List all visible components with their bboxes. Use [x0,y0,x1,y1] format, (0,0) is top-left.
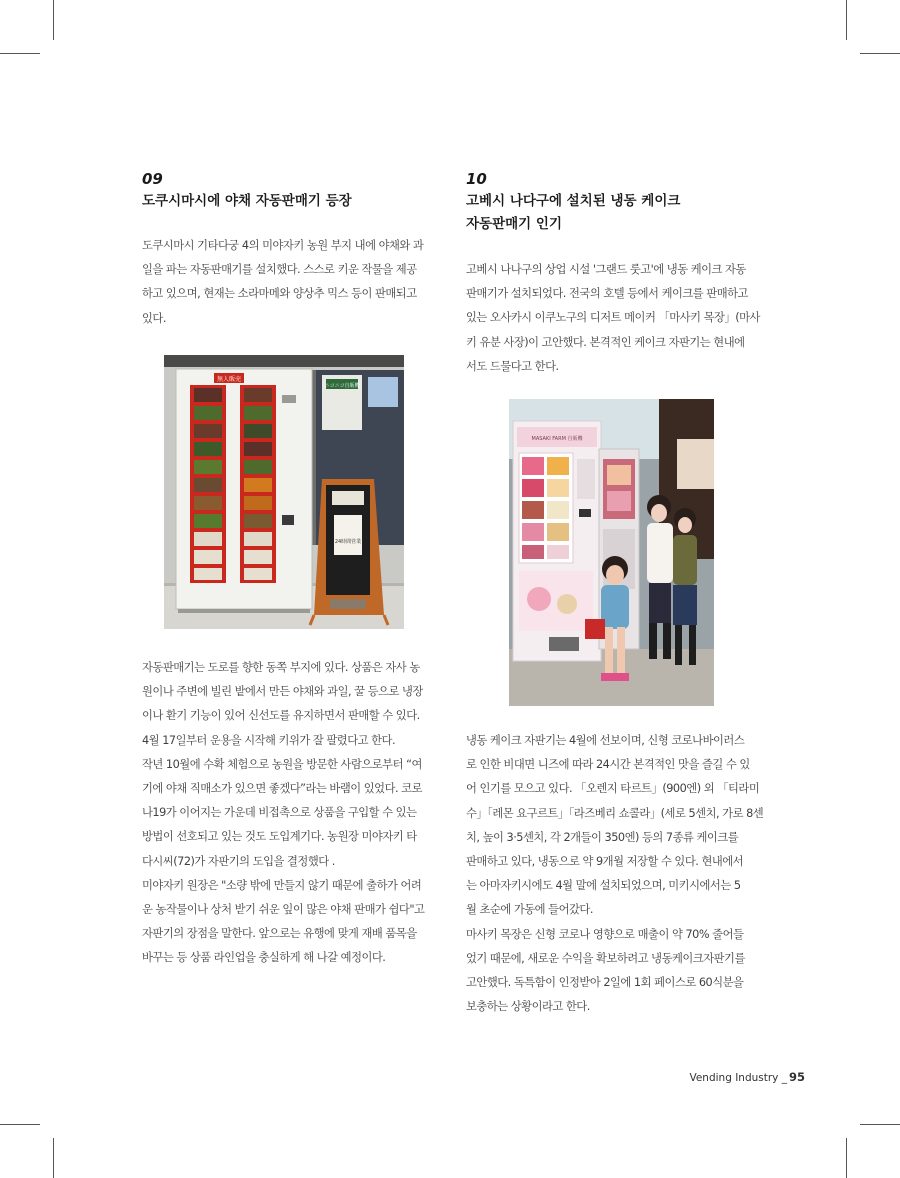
locker-column-left [190,385,226,583]
text-line: 운 농작물이나 상처 받기 쉬운 잎이 많은 야채 판매가 쉽다"고 [142,903,425,917]
article-number: 09 [142,170,163,188]
machine-header: MASAKI FARM 自販機 [531,436,583,442]
crop-mark [53,1138,54,1178]
text-line: 다시씨(72)가 자판기의 도입을 결정했다 . [142,854,335,868]
page-number: 95 [788,1070,805,1084]
article-intro [142,234,442,331]
article-title-line-1: 고베시 나다구에 설치된 냉동 케이크 [466,193,681,209]
article-title: 도쿠시마시에 야채 자동판매기 등장 [142,193,352,209]
article-number: 10 [466,170,487,188]
vegetable-vending-machine-photo [164,355,404,629]
text-line: 작년 10월에 수확 체험으로 농원을 방문한 사람으로부터 “여 [142,757,422,771]
text-line: 수」「레몬 요구르트」「라즈베리 쇼콜라」(세로 5센치, 가로 8센 [466,806,764,820]
page-footer [689,1070,805,1084]
text-line: 치, 높이 3·5센치, 각 2개들이 350엔) 등의 7종류 케이크를 [466,830,739,844]
article-title-line-2: 자동판매기 인기 [466,216,562,232]
article-body [142,656,442,971]
text-line: 보충하는 상황이라고 한다. [466,1000,590,1014]
text-line: 바꾸는 등 상품 라인업을 충실하게 해 나갈 예정이다. [142,951,386,965]
crop-mark [860,53,900,54]
vegetable-vending-machine-illustration [164,355,404,629]
text-line: 있는 오사카시 이쿠노구의 디저트 메이커 「마사키 목장」(마사 [466,311,760,325]
text-line: 일을 파는 자동판매기를 설치했다. 스스로 키운 작물을 제공 [142,263,417,277]
article-body [466,729,766,1019]
text-line: 있다. [142,311,166,325]
article-intro [466,258,766,379]
crop-mark [860,1124,900,1125]
text-line: 는 아마자키시에도 4월 말에 설치되었으며, 미키시에서는 5 [466,879,741,893]
footer-label: Vending Industry _ [689,1072,787,1084]
crop-mark [0,53,40,54]
text-line: 4월 17일부터 운용을 시작해 키위가 잘 팔렸다고 한다. [142,733,396,747]
text-line: 이나 환기 기능이 있어 신선도를 유지하면서 판매할 수 있다. [142,709,420,723]
text-line: 냉동 케이크 자판기는 4월에 선보이며, 신형 코로나바이러스 [466,734,745,747]
crop-mark [846,0,847,40]
text-line: 키 유분 사장)이 고안했다. 본격적인 케이크 자판기는 현내에 [466,335,745,349]
text-line: 방법이 선호되고 있는 것도 도입계기다. 농원장 미야자키 타 [142,830,417,844]
text-line: 미야자키 원장은 "소량 밖에 만들지 않기 때문에 출하가 어려 [142,878,422,892]
text-line: 자판기의 장점을 말한다. 앞으로는 유행에 맞게 재배 품목을 [142,927,417,941]
crop-mark [846,1138,847,1178]
cake-vending-machine-photo [509,399,714,706]
text-line: 어 인기를 모으고 있다. 「오렌지 타르트」(900엔) 외 「티라미 [466,782,760,796]
text-line: 었기 때문에, 새로운 수익을 확보하려고 냉동케이크자판기를 [466,951,745,965]
crop-mark [0,1124,40,1125]
text-line: 고안했다. 독특함이 인정받아 2일에 1회 페이스로 60식분을 [466,976,744,990]
text-line: 로 인한 비대면 니즈에 따라 24시간 본격적인 맛을 즐길 수 있 [466,758,750,772]
crop-mark [53,0,54,40]
text-line: 기에 야채 직매소가 있으면 좋겠다”라는 바램이 있었다. 코로 [142,782,422,796]
board-text: 24時間営業 [334,539,362,545]
cake-vending-machine-illustration [509,399,714,706]
text-line: 하고 있으며, 현재는 소라마메와 양상추 믹스 등이 판매되고 [142,287,417,301]
text-line: 고베시 나나구의 상업 시설 '그랜드 룻고'에 냉동 케이크 자동 [466,263,746,276]
machine-sign: 無人販売 [216,376,242,383]
text-line: 판매기가 설치되었다. 전국의 호텔 등에서 케이크를 판매하고 [466,287,748,301]
text-line: 월 초순에 가동에 들어갔다. [466,903,593,917]
text-line: 마사키 목장은 신형 코로나 영향으로 매출이 약 70% 줄어들 [466,927,744,941]
text-line: 서도 드물다고 한다. [466,359,559,373]
locker-column-right [240,385,276,583]
wall-sign-text: ニコニコ自販機 [324,383,360,389]
text-line: 판매하고 있다, 냉동으로 약 9개월 저장할 수 있다. 현내에서 [466,855,744,869]
text-line: 도쿠시마시 기타다궁 4의 미야자키 농원 부지 내에 야채와 과 [142,239,424,252]
text-line: 원이나 주변에 빌린 밭에서 만든 야채와 과일, 꿀 등으로 냉장 [142,685,423,699]
text-line: 나19가 이어지는 가운데 비접촉으로 상품을 구입할 수 있는 [142,806,417,820]
text-line: 자동판매기는 도로를 향한 동쪽 부지에 있다. 상품은 자사 농 [142,661,420,674]
